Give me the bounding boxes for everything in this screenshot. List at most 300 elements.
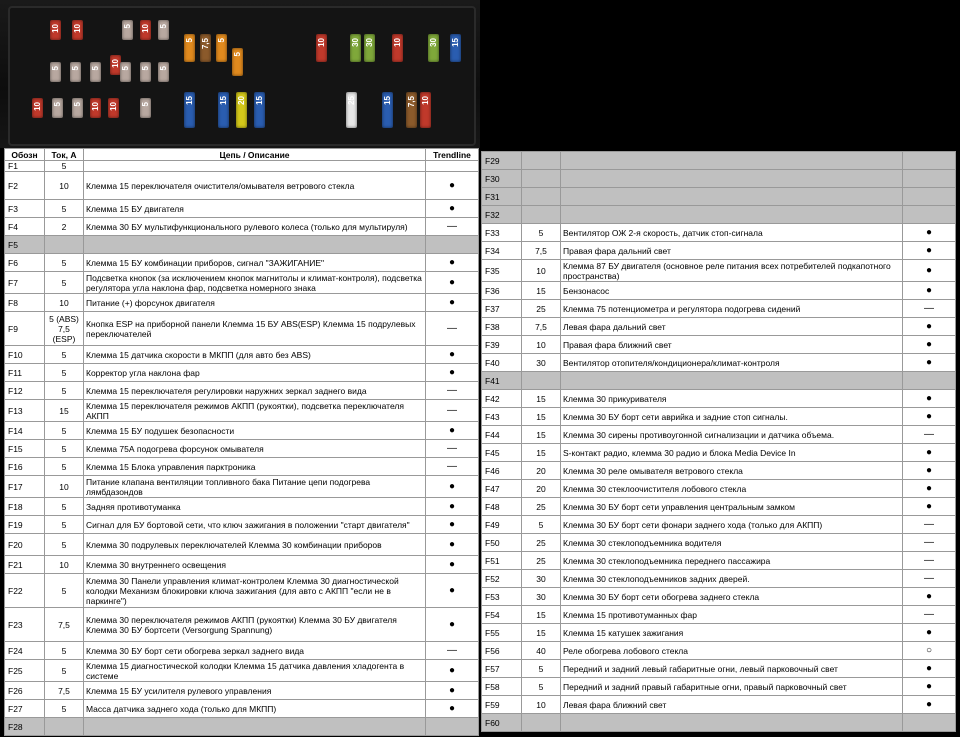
fuse-description: Сигнал для БУ бортовой сети, что ключ зажигания в положении "старт двигателя" <box>84 516 426 534</box>
fuse-id: F41 <box>482 372 522 390</box>
fuse-amperage: 5 <box>45 700 84 718</box>
fuse-id: F33 <box>482 224 522 242</box>
fuse-id: F45 <box>482 444 522 462</box>
trendline-mark: ● <box>903 260 956 282</box>
fuse-id: F6 <box>5 254 45 272</box>
fuse-id: F27 <box>5 700 45 718</box>
trendline-mark <box>903 170 956 188</box>
fuse-amperage: 5 <box>45 346 84 364</box>
fuse-amperage: 15 <box>522 282 561 300</box>
fuse-description: Клемма 30 БУ борт сети фонари заднего хода (только для АКПП) <box>561 516 903 534</box>
fuse-description: Клемма 30 внутреннего освещения <box>84 556 426 574</box>
fuse-description: Кнопка ESP на приборной панели Клемма 15 БУ ABS(ESP) Клемма 15 подрулевых переключателей <box>84 312 426 346</box>
fuse-description: Бензонасос <box>561 282 903 300</box>
fuse-description: Клемма 87 БУ двигателя (основное реле питания всех потребителей подкапотного пространства) <box>561 260 903 282</box>
trendline-mark: ● <box>426 200 479 218</box>
fuse-amperage: 30 <box>522 570 561 588</box>
fuse-description <box>84 718 426 736</box>
fuse-description <box>561 188 903 206</box>
fuse-label: 10 <box>421 96 430 105</box>
table-row <box>482 260 956 282</box>
table-row <box>5 236 479 254</box>
table-row <box>5 364 479 382</box>
fuse-id: F10 <box>5 346 45 364</box>
fuse-description <box>84 236 426 254</box>
fuse-amperage: 7,5 <box>45 608 84 642</box>
fuse-amperage: 5 (ABS) 7,5 (ESP) <box>45 312 84 346</box>
trendline-mark: ● <box>426 422 479 440</box>
fuse-label: 5 <box>121 66 130 71</box>
table-row <box>482 224 956 242</box>
table-row <box>482 552 956 570</box>
fuse-description: Корректор угла наклона фар <box>84 364 426 382</box>
trendline-mark: ● <box>903 282 956 300</box>
fuse-amperage <box>522 714 561 732</box>
fuse-id: F54 <box>482 606 522 624</box>
fuse-amperage: 5 <box>522 516 561 534</box>
table-row <box>5 700 479 718</box>
fuse-label: 15 <box>383 96 392 105</box>
fuse-amperage: 10 <box>45 556 84 574</box>
fuse-amperage: 25 <box>522 498 561 516</box>
fuse-description: Подсветка кнопок (за исключением кнопок магнитолы и климат-контроля), подсветка регулятора угла наклона фар, подсветка номерного знака <box>84 272 426 294</box>
fuse-description: Клемма 30 БУ борт сети аврийка и задние стоп сигналы. <box>561 408 903 426</box>
fuse-description: Клемма 30 стеклоподъемника переднего пассажира <box>561 552 903 570</box>
fuse-amperage: 10 <box>522 336 561 354</box>
fuse-id: F4 <box>5 218 45 236</box>
fuse-id: F25 <box>5 660 45 682</box>
fuse-id: F37 <box>482 300 522 318</box>
fuse-id: F59 <box>482 696 522 714</box>
fuse-amperage: 5 <box>45 161 84 172</box>
fuse-amperage: 5 <box>45 458 84 476</box>
fuse-amperage: 15 <box>522 390 561 408</box>
table-row <box>5 476 479 498</box>
fuse-3 <box>122 20 133 40</box>
fuse-34 <box>382 92 393 128</box>
trendline-mark: — <box>903 534 956 552</box>
trendline-mark: ● <box>426 476 479 498</box>
fuse-description <box>561 714 903 732</box>
fuse-id: F30 <box>482 170 522 188</box>
fuse-label: 10 <box>33 102 42 111</box>
fuse-id: F15 <box>5 440 45 458</box>
trendline-mark: ● <box>903 354 956 372</box>
fuse-label: 5 <box>141 66 150 71</box>
table-row <box>5 422 479 440</box>
table-row <box>482 390 956 408</box>
fuse-id: F1 <box>5 161 45 172</box>
fuse-amperage: 10 <box>45 172 84 200</box>
trendline-mark: — <box>903 570 956 588</box>
fuse-label: 15 <box>451 38 460 47</box>
fuse-amperage: 25 <box>522 300 561 318</box>
table-row <box>5 682 479 700</box>
fuse-amperage <box>522 206 561 224</box>
trendline-mark: ● <box>426 556 479 574</box>
fuse-28 <box>254 92 265 128</box>
fuse-id: F2 <box>5 172 45 200</box>
table-row <box>5 608 479 642</box>
fuse-description: Клемма 15 переключателя очистителя/омывателя ветрового стекла <box>84 172 426 200</box>
fuse-amperage <box>45 718 84 736</box>
table-row <box>482 242 956 260</box>
fuse-description: Клемма 30 стеклоочистителя лобового стекла <box>561 480 903 498</box>
fuse-amperage: 5 <box>522 224 561 242</box>
table-row <box>5 556 479 574</box>
fuse-id: F24 <box>5 642 45 660</box>
trendline-mark: ● <box>903 444 956 462</box>
table-row <box>482 480 956 498</box>
trendline-mark: ● <box>426 498 479 516</box>
fuse-21 <box>216 34 227 62</box>
trendline-mark: ● <box>426 516 479 534</box>
fuse-id: F26 <box>5 682 45 700</box>
trendline-mark: — <box>903 300 956 318</box>
trendline-mark: ● <box>903 462 956 480</box>
table-row <box>482 152 956 170</box>
fuse-12 <box>158 62 169 82</box>
fuse-amperage <box>522 170 561 188</box>
fuse-description: Клемма 15 Блока управления парктроника <box>84 458 426 476</box>
trendline-mark: ● <box>903 696 956 714</box>
fuse-label: 5 <box>91 66 100 71</box>
trendline-mark: — <box>426 642 479 660</box>
fuse-id: F18 <box>5 498 45 516</box>
table-row <box>5 400 479 422</box>
fuse-description: Клемма 15 диагностической колодки Клемма 15 датчика давления хладогента в системе <box>84 660 426 682</box>
table-row <box>5 294 479 312</box>
fuse-amperage: 5 <box>45 272 84 294</box>
table-row <box>482 318 956 336</box>
table-row <box>5 718 479 736</box>
fuse-amperage: 7,5 <box>45 682 84 700</box>
fuse-id: F29 <box>482 152 522 170</box>
fuse-description: Клемма 15 катушек зажигания <box>561 624 903 642</box>
fuse-amperage: 2 <box>45 218 84 236</box>
fuse-amperage: 5 <box>45 364 84 382</box>
fuse-amperage: 40 <box>522 642 561 660</box>
fuse-id: F51 <box>482 552 522 570</box>
fuse-id: F36 <box>482 282 522 300</box>
fuse-description: Клемма 75 потенциометра и регулятора подогрева сидений <box>561 300 903 318</box>
table-row <box>5 660 479 682</box>
fuse-id: F35 <box>482 260 522 282</box>
fuse-label: 5 <box>185 38 194 43</box>
trendline-mark: ● <box>903 660 956 678</box>
fuse-description: Клемма 15 противотуманных фар <box>561 606 903 624</box>
table-row <box>482 570 956 588</box>
fuse-amperage: 15 <box>522 606 561 624</box>
table-row <box>482 462 956 480</box>
fuse-label: 5 <box>141 102 150 107</box>
fuse-16 <box>90 98 101 118</box>
fuse-label: 10 <box>393 38 402 47</box>
table-row <box>482 534 956 552</box>
fuse-description: Клемма 15 БУ двигателя <box>84 200 426 218</box>
fuse-amperage: 10 <box>522 696 561 714</box>
fuse-id: F23 <box>5 608 45 642</box>
fuse-amperage: 25 <box>522 534 561 552</box>
fuse-id: F52 <box>482 570 522 588</box>
fuse-description <box>561 206 903 224</box>
trendline-mark: ● <box>903 588 956 606</box>
table-row <box>482 372 956 390</box>
fuse-label: 5 <box>159 24 168 29</box>
table-row <box>5 272 479 294</box>
fuse-id: F46 <box>482 462 522 480</box>
fuse-description: Клемма 15 БУ подушек безопасности <box>84 422 426 440</box>
fuse-amperage: 5 <box>45 534 84 556</box>
trendline-mark: — <box>903 606 956 624</box>
fuse-description: Клемма 30 реле омывателя ветрового стекла <box>561 462 903 480</box>
fuse-36 <box>346 92 357 128</box>
fuse-id: F60 <box>482 714 522 732</box>
fuse-description: Клемма 30 стеклоподъемника водителя <box>561 534 903 552</box>
fuse-description: Передний и задний правый габаритные огни, правый парковочный свет <box>561 678 903 696</box>
trendline-mark: ● <box>903 408 956 426</box>
table-row <box>5 574 479 608</box>
fuse-amperage: 7,5 <box>522 242 561 260</box>
fuse-description: Клемма 30 сирены противоугонной сигнализации и датчика объема. <box>561 426 903 444</box>
fuse-description: Клемма 15 переключателя регулировки наружних зеркал заднего вида <box>84 382 426 400</box>
fuse-description <box>561 372 903 390</box>
fuse-amperage: 5 <box>45 516 84 534</box>
trendline-mark: ● <box>903 480 956 498</box>
trendline-mark: ● <box>903 390 956 408</box>
fuse-description: Клемма 75А подогрева форсунок омывателя <box>84 440 426 458</box>
trendline-mark: — <box>426 218 479 236</box>
fuse-label: 30 <box>365 38 374 47</box>
fuse-id: F14 <box>5 422 45 440</box>
fuse-label: 7,5 <box>407 96 416 108</box>
trendline-mark: ● <box>426 700 479 718</box>
fuse-amperage <box>522 372 561 390</box>
fuse-id: F16 <box>5 458 45 476</box>
trendline-mark: ● <box>903 242 956 260</box>
fuse-33 <box>428 34 439 62</box>
fuse-11 <box>140 62 151 82</box>
fuse-amperage <box>45 236 84 254</box>
fuse-id: F40 <box>482 354 522 372</box>
table-row <box>5 161 479 172</box>
fuse-id: F34 <box>482 242 522 260</box>
trendline-mark: — <box>426 458 479 476</box>
fuse-amperage: 5 <box>45 440 84 458</box>
table-row <box>482 206 956 224</box>
fuse-amperage <box>522 188 561 206</box>
fuse-id: F58 <box>482 678 522 696</box>
fuse-amperage: 5 <box>522 660 561 678</box>
fuse-label: 20 <box>237 96 246 105</box>
fuse-description: Реле обогрева лобового стекла <box>561 642 903 660</box>
table-row <box>5 498 479 516</box>
trendline-mark: ● <box>426 608 479 642</box>
fuse-id: F56 <box>482 642 522 660</box>
trendline-mark: ● <box>903 336 956 354</box>
trendline-mark: ● <box>903 498 956 516</box>
table-row <box>5 346 479 364</box>
fuse-label: 25 <box>347 96 356 105</box>
fuse-19 <box>184 34 195 62</box>
fuse-13 <box>32 98 43 118</box>
fuse-18 <box>140 98 151 118</box>
table-row <box>5 172 479 200</box>
fuse-box-photo <box>0 0 480 148</box>
fuse-description: Клемма 30 Панели управления климат-контролем Клемма 30 диагностической колодки Механизм блокировки ключа зажигания (для авто с АКПП "если не в паркинге") <box>84 574 426 608</box>
fuse-label: 5 <box>233 52 242 57</box>
fuse-amperage: 5 <box>45 200 84 218</box>
fuse-4 <box>140 20 151 40</box>
fuse-description: Клемма 30 БУ борт сети управления центральным замком <box>561 498 903 516</box>
trendline-mark: ● <box>903 624 956 642</box>
fuse-1 <box>50 20 61 40</box>
fuse-id: F57 <box>482 660 522 678</box>
fuse-description: Клемма 15 переключателя режимов АКПП (рукоятки), подсветка переключателя АКПП <box>84 400 426 422</box>
fuse-amperage: 10 <box>522 260 561 282</box>
fuse-id: F20 <box>5 534 45 556</box>
fuse-27 <box>236 92 247 128</box>
fuse-label: 5 <box>123 24 132 29</box>
table-row <box>482 444 956 462</box>
fuse-label: 30 <box>351 38 360 47</box>
fuse-table-left <box>4 148 479 736</box>
fuse-amperage: 5 <box>45 382 84 400</box>
fuse-label: 5 <box>159 66 168 71</box>
header-trendline: Trendline <box>426 149 479 161</box>
fuse-32 <box>420 92 431 128</box>
fuse-amperage: 20 <box>522 480 561 498</box>
trendline-mark: ● <box>426 254 479 272</box>
fuse-5 <box>158 20 169 40</box>
table-row <box>482 188 956 206</box>
trendline-mark: — <box>426 400 479 422</box>
fuse-31 <box>406 92 417 128</box>
trendline-mark <box>903 372 956 390</box>
fuse-24 <box>350 34 361 62</box>
trendline-mark: — <box>903 516 956 534</box>
fuse-description: Масса датчика заднего хода (только для МКПП) <box>84 700 426 718</box>
trendline-mark: ● <box>426 660 479 682</box>
trendline-mark <box>903 714 956 732</box>
table-row <box>5 440 479 458</box>
fuse-id: F3 <box>5 200 45 218</box>
table-row <box>482 606 956 624</box>
table-row <box>482 336 956 354</box>
fuse-label: 10 <box>51 24 60 33</box>
fuse-amperage: 5 <box>45 660 84 682</box>
fuse-id: F5 <box>5 236 45 254</box>
fuse-id: F38 <box>482 318 522 336</box>
table-row <box>5 534 479 556</box>
fuse-description: Клемма 15 датчика скорости в МКПП (для авто без ABS) <box>84 346 426 364</box>
fuse-description: Клемма 30 прикуривателя <box>561 390 903 408</box>
fuse-id: F32 <box>482 206 522 224</box>
fuse-id: F21 <box>5 556 45 574</box>
table-row <box>482 170 956 188</box>
table-row <box>5 312 479 346</box>
trendline-mark: — <box>426 382 479 400</box>
fuse-amperage: 5 <box>45 574 84 608</box>
trendline-mark: ● <box>426 364 479 382</box>
fuse-label: 5 <box>51 66 60 71</box>
fuse-id: F7 <box>5 272 45 294</box>
fuse-table-right <box>481 151 956 732</box>
trendline-mark <box>426 236 479 254</box>
header-id: Обозн <box>5 149 45 161</box>
table-row <box>5 254 479 272</box>
table-row <box>5 642 479 660</box>
fuse-description <box>561 152 903 170</box>
trendline-mark: ● <box>426 294 479 312</box>
fuse-label: 5 <box>53 102 62 107</box>
table-row <box>482 426 956 444</box>
fuse-description: Правая фара дальний свет <box>561 242 903 260</box>
trendline-mark <box>426 161 479 172</box>
fuse-description: Клемма 30 БУ борт сети обогрева зеркал заднего вида <box>84 642 426 660</box>
fuse-id: F31 <box>482 188 522 206</box>
fuse-label: 15 <box>219 96 228 105</box>
table-row <box>482 516 956 534</box>
table-row <box>5 516 479 534</box>
table-row <box>482 624 956 642</box>
trendline-mark: — <box>426 312 479 346</box>
fuse-label: 5 <box>71 66 80 71</box>
trendline-mark: — <box>903 426 956 444</box>
fuse-amperage: 15 <box>522 444 561 462</box>
fuse-description: Клемма 30 БУ борт сети обогрева заднего стекла <box>561 588 903 606</box>
trendline-mark: ● <box>426 682 479 700</box>
table-row <box>482 498 956 516</box>
header-desc: Цепь / Описание <box>84 149 426 161</box>
table-row <box>482 282 956 300</box>
trendline-mark <box>903 188 956 206</box>
table-row <box>482 300 956 318</box>
fuse-description: Левая фара ближний свет <box>561 696 903 714</box>
fuse-amperage: 25 <box>522 552 561 570</box>
trendline-mark: ● <box>426 172 479 200</box>
fuse-description: Вентилятор отопителя/кондиционера/климат-контроля <box>561 354 903 372</box>
fuse-id: F22 <box>5 574 45 608</box>
fuse-17 <box>108 98 119 118</box>
table-row <box>482 588 956 606</box>
fuse-amperage: 20 <box>522 462 561 480</box>
fuse-id: F9 <box>5 312 45 346</box>
table-row <box>482 408 956 426</box>
fuse-8 <box>70 62 81 82</box>
table-row <box>5 458 479 476</box>
table-row <box>482 642 956 660</box>
trendline-mark: ● <box>426 534 479 556</box>
fuse-15 <box>72 98 83 118</box>
fuse-id: F49 <box>482 516 522 534</box>
fuse-label: 5 <box>217 38 226 43</box>
fuse-label: 10 <box>317 38 326 47</box>
fuse-amperage: 30 <box>522 354 561 372</box>
fuse-description: Клемма 30 подрулевых переключателей Клемма 30 комбинации приборов <box>84 534 426 556</box>
trendline-mark: — <box>903 552 956 570</box>
fuse-label: 30 <box>429 38 438 47</box>
trendline-mark <box>426 718 479 736</box>
fuse-id: F44 <box>482 426 522 444</box>
fuse-amperage: 30 <box>522 588 561 606</box>
table-row <box>5 382 479 400</box>
fuse-2 <box>72 20 83 40</box>
fuse-amperage: 15 <box>45 400 84 422</box>
fuse-id: F47 <box>482 480 522 498</box>
trendline-mark: ● <box>426 346 479 364</box>
fuse-label: 10 <box>141 24 150 33</box>
